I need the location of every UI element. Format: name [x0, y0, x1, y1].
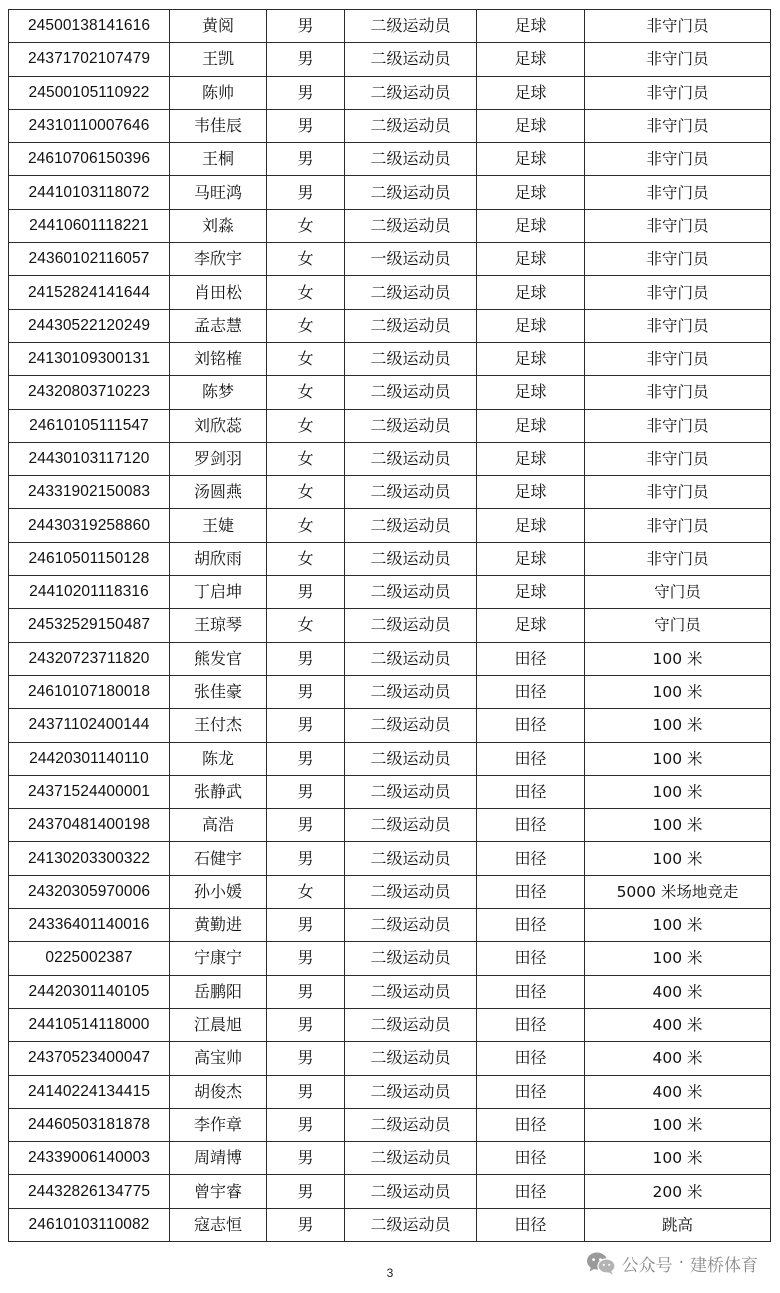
cell-gender: 女	[267, 409, 345, 442]
cell-sport: 足球	[477, 442, 585, 475]
table-row	[9, 1108, 771, 1141]
table-row	[9, 909, 771, 942]
cell-gender: 女	[267, 509, 345, 542]
table-row	[9, 209, 771, 242]
cell-sport: 田径	[477, 775, 585, 808]
cell-gender: 男	[267, 675, 345, 708]
cell-sport: 田径	[477, 909, 585, 942]
cell-sport: 田径	[477, 1008, 585, 1041]
cell-name: 刘欣蕊	[170, 409, 267, 442]
cell-sport: 足球	[477, 609, 585, 642]
cell-level: 二级运动员	[345, 309, 477, 342]
cell-registration-id: 24410103118072	[9, 176, 170, 209]
cell-sport: 足球	[477, 276, 585, 309]
cell-name: 黄阅	[170, 10, 267, 43]
cell-gender: 男	[267, 143, 345, 176]
cell-sport: 田径	[477, 742, 585, 775]
cell-registration-id: 24336401140016	[9, 909, 170, 942]
table-row	[9, 942, 771, 975]
cell-sport: 足球	[477, 376, 585, 409]
cell-registration-id: 24371702107479	[9, 43, 170, 76]
table-row	[9, 176, 771, 209]
cell-level: 二级运动员	[345, 1142, 477, 1175]
cell-level: 二级运动员	[345, 1042, 477, 1075]
table-row	[9, 476, 771, 509]
cell-gender: 男	[267, 775, 345, 808]
cell-registration-id: 24140224134415	[9, 1075, 170, 1108]
cell-event: 100 米	[585, 709, 771, 742]
cell-event: 非守门员	[585, 342, 771, 375]
cell-event: 100 米	[585, 742, 771, 775]
cell-name: 王琼琴	[170, 609, 267, 642]
table-row	[9, 775, 771, 808]
cell-event: 100 米	[585, 775, 771, 808]
cell-name: 罗剑羽	[170, 442, 267, 475]
cell-registration-id: 24420301140105	[9, 975, 170, 1008]
watermark	[586, 1248, 758, 1278]
cell-event: 守门员	[585, 609, 771, 642]
cell-event: 非守门员	[585, 276, 771, 309]
cell-registration-id: 24130109300131	[9, 342, 170, 375]
cell-level: 二级运动员	[345, 1008, 477, 1041]
table-row	[9, 576, 771, 609]
cell-level: 二级运动员	[345, 176, 477, 209]
document-page	[8, 9, 770, 1242]
cell-registration-id: 24500105110922	[9, 76, 170, 109]
cell-registration-id: 24370481400198	[9, 809, 170, 842]
cell-event: 400 米	[585, 1008, 771, 1041]
cell-event: 100 米	[585, 1108, 771, 1141]
cell-name: 王婕	[170, 509, 267, 542]
cell-sport: 足球	[477, 409, 585, 442]
cell-gender: 男	[267, 1175, 345, 1208]
cell-name: 刘铭榷	[170, 342, 267, 375]
cell-level: 二级运动员	[345, 909, 477, 942]
cell-level: 二级运动员	[345, 942, 477, 975]
cell-level: 二级运动员	[345, 409, 477, 442]
cell-gender: 男	[267, 1208, 345, 1241]
cell-registration-id: 24610103110082	[9, 1208, 170, 1241]
cell-level: 二级运动员	[345, 342, 477, 375]
cell-registration-id: 24532529150487	[9, 609, 170, 642]
cell-level: 二级运动员	[345, 109, 477, 142]
table-row	[9, 1008, 771, 1041]
cell-registration-id: 24610107180018	[9, 675, 170, 708]
cell-event: 非守门员	[585, 76, 771, 109]
cell-event: 非守门员	[585, 476, 771, 509]
cell-gender: 女	[267, 276, 345, 309]
cell-sport: 足球	[477, 109, 585, 142]
table-row	[9, 809, 771, 842]
cell-name: 王桐	[170, 143, 267, 176]
cell-registration-id: 24360102116057	[9, 243, 170, 276]
cell-gender: 男	[267, 842, 345, 875]
table-row	[9, 376, 771, 409]
cell-event: 非守门员	[585, 542, 771, 575]
cell-name: 陈龙	[170, 742, 267, 775]
cell-sport: 足球	[477, 10, 585, 43]
cell-name: 汤圆燕	[170, 476, 267, 509]
table-row	[9, 409, 771, 442]
cell-registration-id: 24320305970006	[9, 875, 170, 908]
cell-name: 马旺鸿	[170, 176, 267, 209]
cell-name: 岳鹏阳	[170, 975, 267, 1008]
table-row	[9, 10, 771, 43]
cell-sport: 足球	[477, 209, 585, 242]
cell-sport: 田径	[477, 875, 585, 908]
cell-name: 李欣宇	[170, 243, 267, 276]
cell-gender: 女	[267, 476, 345, 509]
cell-registration-id: 24320723711820	[9, 642, 170, 675]
cell-name: 刘淼	[170, 209, 267, 242]
watermark-account: 建桥体育	[690, 1255, 758, 1276]
cell-registration-id: 24430319258860	[9, 509, 170, 542]
cell-gender: 男	[267, 909, 345, 942]
cell-level: 二级运动员	[345, 742, 477, 775]
table-row	[9, 276, 771, 309]
cell-name: 胡俊杰	[170, 1075, 267, 1108]
table-row	[9, 309, 771, 342]
watermark-platform: 公众号	[621, 1255, 673, 1276]
cell-gender: 男	[267, 1042, 345, 1075]
cell-event: 非守门员	[585, 243, 771, 276]
cell-event: 100 米	[585, 842, 771, 875]
cell-level: 二级运动员	[345, 709, 477, 742]
cell-name: 孟志慧	[170, 309, 267, 342]
cell-event: 100 米	[585, 642, 771, 675]
cell-event: 非守门员	[585, 309, 771, 342]
cell-event: 非守门员	[585, 209, 771, 242]
cell-event: 100 米	[585, 809, 771, 842]
cell-registration-id: 24500138141616	[9, 10, 170, 43]
cell-gender: 女	[267, 209, 345, 242]
cell-sport: 足球	[477, 143, 585, 176]
cell-name: 张佳豪	[170, 675, 267, 708]
cell-name: 高宝帅	[170, 1042, 267, 1075]
cell-registration-id: 24420301140110	[9, 742, 170, 775]
table-row	[9, 109, 771, 142]
cell-registration-id: 0225002387	[9, 942, 170, 975]
cell-gender: 男	[267, 709, 345, 742]
table-row	[9, 43, 771, 76]
cell-event: 100 米	[585, 1142, 771, 1175]
cell-event: 非守门员	[585, 109, 771, 142]
cell-sport: 足球	[477, 76, 585, 109]
cell-registration-id: 24610105111547	[9, 409, 170, 442]
cell-gender: 男	[267, 176, 345, 209]
table-row	[9, 1208, 771, 1241]
cell-level: 二级运动员	[345, 1175, 477, 1208]
cell-name: 肖田松	[170, 276, 267, 309]
cell-event: 100 米	[585, 942, 771, 975]
table-row	[9, 975, 771, 1008]
cell-event: 守门员	[585, 576, 771, 609]
cell-event: 400 米	[585, 975, 771, 1008]
table-row	[9, 542, 771, 575]
cell-name: 王付杰	[170, 709, 267, 742]
cell-level: 二级运动员	[345, 875, 477, 908]
cell-level: 二级运动员	[345, 43, 477, 76]
cell-registration-id: 24371102400144	[9, 709, 170, 742]
cell-registration-id: 24432826134775	[9, 1175, 170, 1208]
cell-sport: 田径	[477, 1075, 585, 1108]
cell-sport: 足球	[477, 576, 585, 609]
cell-gender: 男	[267, 1142, 345, 1175]
cell-event: 400 米	[585, 1042, 771, 1075]
cell-level: 二级运动员	[345, 609, 477, 642]
cell-registration-id: 24152824141644	[9, 276, 170, 309]
cell-sport: 田径	[477, 842, 585, 875]
cell-gender: 女	[267, 875, 345, 908]
cell-event: 100 米	[585, 675, 771, 708]
cell-event: 200 米	[585, 1175, 771, 1208]
cell-sport: 田径	[477, 642, 585, 675]
table-row	[9, 1042, 771, 1075]
cell-registration-id: 24610706150396	[9, 143, 170, 176]
cell-level: 二级运动员	[345, 76, 477, 109]
cell-registration-id: 24339006140003	[9, 1142, 170, 1175]
cell-gender: 男	[267, 975, 345, 1008]
cell-gender: 男	[267, 1108, 345, 1141]
table-row	[9, 742, 771, 775]
cell-name: 李作章	[170, 1108, 267, 1141]
cell-level: 一级运动员	[345, 243, 477, 276]
cell-gender: 女	[267, 376, 345, 409]
athlete-table	[8, 9, 771, 1242]
table-row	[9, 642, 771, 675]
cell-level: 二级运动员	[345, 1075, 477, 1108]
cell-registration-id: 24410201118316	[9, 576, 170, 609]
cell-name: 熊发官	[170, 642, 267, 675]
cell-event: 非守门员	[585, 10, 771, 43]
cell-name: 曾宇睿	[170, 1175, 267, 1208]
cell-event: 跳高	[585, 1208, 771, 1241]
cell-level: 二级运动员	[345, 376, 477, 409]
cell-level: 二级运动员	[345, 442, 477, 475]
cell-sport: 足球	[477, 176, 585, 209]
cell-level: 二级运动员	[345, 1108, 477, 1141]
cell-name: 丁启坤	[170, 576, 267, 609]
wechat-icon	[586, 1251, 616, 1275]
cell-gender: 女	[267, 243, 345, 276]
table-row	[9, 709, 771, 742]
cell-sport: 田径	[477, 1042, 585, 1075]
cell-sport: 田径	[477, 1208, 585, 1241]
cell-event: 非守门员	[585, 143, 771, 176]
table-row	[9, 875, 771, 908]
cell-gender: 男	[267, 742, 345, 775]
cell-registration-id: 24130203300322	[9, 842, 170, 875]
cell-gender: 男	[267, 576, 345, 609]
table-row	[9, 675, 771, 708]
cell-sport: 田径	[477, 709, 585, 742]
cell-registration-id: 24331902150083	[9, 476, 170, 509]
cell-level: 二级运动员	[345, 675, 477, 708]
cell-event: 非守门员	[585, 376, 771, 409]
cell-name: 周靖博	[170, 1142, 267, 1175]
table-row	[9, 1075, 771, 1108]
cell-level: 二级运动员	[345, 276, 477, 309]
cell-event: 非守门员	[585, 176, 771, 209]
table-row	[9, 442, 771, 475]
table-row	[9, 1142, 771, 1175]
cell-level: 二级运动员	[345, 1208, 477, 1241]
cell-sport: 田径	[477, 675, 585, 708]
cell-level: 二级运动员	[345, 476, 477, 509]
cell-gender: 女	[267, 609, 345, 642]
cell-sport: 足球	[477, 309, 585, 342]
cell-event: 非守门员	[585, 409, 771, 442]
watermark-separator: ·	[678, 1253, 684, 1273]
table-row	[9, 609, 771, 642]
cell-level: 二级运动员	[345, 143, 477, 176]
cell-level: 二级运动员	[345, 842, 477, 875]
cell-name: 石健宇	[170, 842, 267, 875]
cell-event: 非守门员	[585, 442, 771, 475]
cell-gender: 男	[267, 76, 345, 109]
cell-event: 非守门员	[585, 43, 771, 76]
cell-sport: 足球	[477, 43, 585, 76]
cell-sport: 足球	[477, 243, 585, 276]
cell-sport: 田径	[477, 1142, 585, 1175]
cell-level: 二级运动员	[345, 542, 477, 575]
cell-event: 400 米	[585, 1075, 771, 1108]
cell-gender: 男	[267, 942, 345, 975]
cell-level: 二级运动员	[345, 809, 477, 842]
table-row	[9, 509, 771, 542]
cell-level: 二级运动员	[345, 576, 477, 609]
cell-registration-id: 24430522120249	[9, 309, 170, 342]
cell-event: 5000 米场地竞走	[585, 875, 771, 908]
cell-gender: 男	[267, 1075, 345, 1108]
table-row	[9, 1175, 771, 1208]
cell-registration-id: 24610501150128	[9, 542, 170, 575]
cell-gender: 女	[267, 309, 345, 342]
cell-registration-id: 24370523400047	[9, 1042, 170, 1075]
cell-name: 韦佳辰	[170, 109, 267, 142]
cell-registration-id: 24460503181878	[9, 1108, 170, 1141]
cell-registration-id: 24410601118221	[9, 209, 170, 242]
cell-name: 宁康宁	[170, 942, 267, 975]
cell-gender: 男	[267, 809, 345, 842]
cell-sport: 田径	[477, 975, 585, 1008]
cell-registration-id: 24371524400001	[9, 775, 170, 808]
cell-gender: 女	[267, 442, 345, 475]
cell-name: 寇志恒	[170, 1208, 267, 1241]
cell-name: 黄勤进	[170, 909, 267, 942]
table-row	[9, 143, 771, 176]
table-row	[9, 76, 771, 109]
cell-level: 二级运动员	[345, 775, 477, 808]
cell-sport: 田径	[477, 942, 585, 975]
cell-registration-id: 24310110007646	[9, 109, 170, 142]
cell-name: 陈梦	[170, 376, 267, 409]
cell-level: 二级运动员	[345, 642, 477, 675]
table-row	[9, 842, 771, 875]
cell-sport: 田径	[477, 809, 585, 842]
cell-name: 张静武	[170, 775, 267, 808]
cell-gender: 女	[267, 542, 345, 575]
cell-level: 二级运动员	[345, 975, 477, 1008]
cell-sport: 田径	[477, 1108, 585, 1141]
cell-gender: 男	[267, 43, 345, 76]
cell-name: 胡欣雨	[170, 542, 267, 575]
cell-name: 孙小媛	[170, 875, 267, 908]
cell-registration-id: 24430103117120	[9, 442, 170, 475]
cell-sport: 足球	[477, 476, 585, 509]
cell-sport: 足球	[477, 542, 585, 575]
cell-gender: 男	[267, 1008, 345, 1041]
cell-event: 100 米	[585, 909, 771, 942]
cell-level: 二级运动员	[345, 10, 477, 43]
cell-level: 二级运动员	[345, 509, 477, 542]
cell-name: 王凯	[170, 43, 267, 76]
cell-gender: 男	[267, 642, 345, 675]
cell-name: 高浩	[170, 809, 267, 842]
cell-name: 陈帅	[170, 76, 267, 109]
cell-sport: 足球	[477, 509, 585, 542]
cell-registration-id: 24410514118000	[9, 1008, 170, 1041]
cell-gender: 男	[267, 10, 345, 43]
cell-gender: 女	[267, 342, 345, 375]
cell-sport: 足球	[477, 342, 585, 375]
page-number: 3	[386, 1266, 394, 1280]
cell-registration-id: 24320803710223	[9, 376, 170, 409]
cell-name: 江晨旭	[170, 1008, 267, 1041]
cell-event: 非守门员	[585, 509, 771, 542]
cell-gender: 男	[267, 109, 345, 142]
table-row	[9, 243, 771, 276]
cell-level: 二级运动员	[345, 209, 477, 242]
cell-sport: 田径	[477, 1175, 585, 1208]
table-row	[9, 342, 771, 375]
athlete-table-body	[9, 10, 771, 1242]
